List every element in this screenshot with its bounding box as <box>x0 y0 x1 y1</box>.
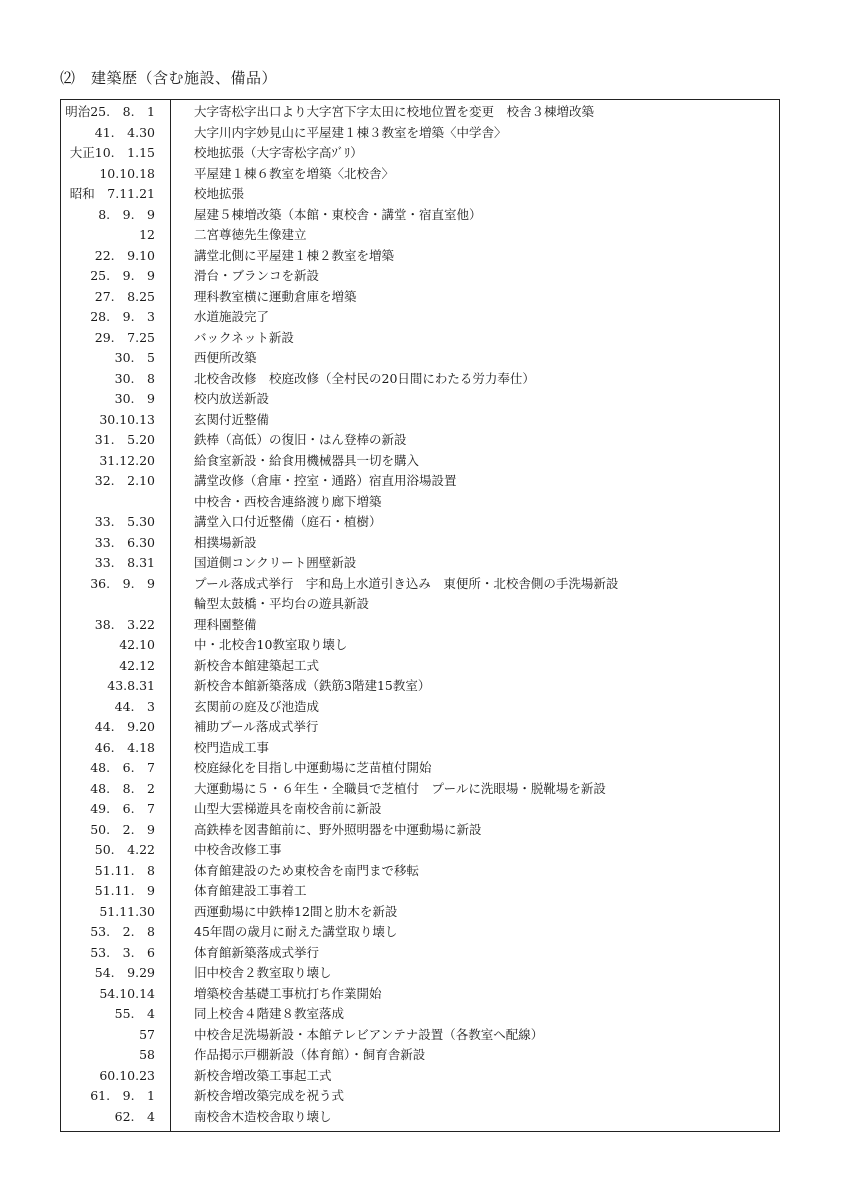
row-date: 44. 9.20 <box>94 719 155 734</box>
table-row <box>61 143 779 164</box>
row-event: 校地拡張 <box>194 186 245 201</box>
row-date: 42.12 <box>119 657 155 673</box>
row-event: 平屋建１棟６教室を増築〈北校舎〉 <box>194 165 395 181</box>
table-row <box>61 205 779 226</box>
table-row <box>61 451 779 472</box>
row-date: 50. 4.22 <box>94 842 155 857</box>
row-date: 51.11. 8 <box>94 862 155 878</box>
row-event: 中校舎改修工事 <box>194 842 282 857</box>
table-row <box>61 553 779 574</box>
row-event: 中・北校舎10教室取り壊し <box>194 637 348 652</box>
row-date: 50. 2. 9 <box>90 821 155 837</box>
row-event: 新校舎増改築工事起工式 <box>194 1067 332 1083</box>
row-date: 61. 9. 1 <box>90 1088 155 1103</box>
table-row <box>61 410 779 431</box>
row-date: 29. 7.25 <box>94 329 155 345</box>
row-event: 新校舎本館建築起工式 <box>194 657 320 673</box>
row-date: 41. 4.30 <box>94 124 155 140</box>
row-event: 理科園整備 <box>194 616 257 632</box>
table-row <box>61 184 779 205</box>
row-event: 高鉄棒を図書館前に、野外照明器を中運動場に新設 <box>194 821 482 837</box>
row-date: 53. 2. 8 <box>90 924 155 939</box>
row-event: 中校舎足洗場新設・本館テレビアンテナ設置（各教室へ配線） <box>194 1026 544 1042</box>
row-event: 同上校舎４階建８教室落成 <box>194 1006 345 1021</box>
table-row <box>61 656 779 677</box>
row-date: 55. 4 <box>114 1006 155 1021</box>
row-event: 玄関前の庭及び池造成 <box>194 698 320 714</box>
row-date: 54.10.14 <box>99 985 155 1001</box>
row-event: 山型大雲梯遊具を南校舎前に新設 <box>194 801 382 816</box>
row-date: 46. 4.18 <box>94 739 155 755</box>
row-date: 38. 3.22 <box>94 616 155 632</box>
table-row <box>61 533 779 554</box>
table-row <box>61 246 779 267</box>
row-event: 玄関付近整備 <box>194 411 270 427</box>
row-event: 体育館建設工事着工 <box>194 883 307 898</box>
row-event: 水道施設完了 <box>194 309 270 324</box>
table-row <box>61 840 779 861</box>
row-date: 22. 9.10 <box>94 247 155 263</box>
row-date: 53. 3. 6 <box>90 944 155 960</box>
table-row <box>61 594 779 615</box>
row-date: 8. 9. 9 <box>98 206 155 222</box>
table-row <box>61 984 779 1005</box>
row-event: 増築校舎基礎工事杭打ち作業開始 <box>194 985 382 1001</box>
row-date: 43.8.31 <box>107 678 155 693</box>
row-event: 講堂入口付近整備（庭石・植樹） <box>194 514 382 529</box>
row-date: 42.10 <box>119 637 155 652</box>
row-event: 滑台・ブランコを新設 <box>194 268 320 283</box>
row-date: 51.11.30 <box>99 903 155 919</box>
row-event: 中校舎・西校舎連絡渡り廊下増築 <box>194 493 382 509</box>
table-row <box>61 799 779 820</box>
table-row <box>61 102 779 123</box>
row-date: 51.11. 9 <box>94 883 155 898</box>
row-date: 28. 9. 3 <box>90 309 155 324</box>
row-date: 33. 5.30 <box>94 514 155 529</box>
table-row <box>61 430 779 451</box>
row-event: 作品掲示戸棚新設（体育館）・飼育舎新設 <box>194 1047 426 1062</box>
row-date: 33. 8.31 <box>94 555 155 570</box>
row-date: 30. 5 <box>114 350 155 365</box>
row-date: 48. 8. 2 <box>90 780 155 796</box>
row-date: 33. 6.30 <box>94 534 155 550</box>
table-row <box>61 820 779 841</box>
row-event: 国道側コンクリート囲壁新設 <box>194 555 357 570</box>
table-row <box>61 287 779 308</box>
row-event: 相撲場新設 <box>194 534 257 550</box>
row-event: 輪型太鼓橋・平均台の遊具新設 <box>194 596 370 611</box>
row-date: 31. 5.20 <box>94 432 155 447</box>
row-date: 62. 4 <box>114 1108 155 1124</box>
row-event: 鉄棒（高低）の復旧・はん登棒の新設 <box>194 432 407 447</box>
section-heading: ⑵ 建築歴（含む施設、備品） <box>60 69 278 87</box>
row-date: 12 <box>139 227 155 242</box>
row-event: 大字寄松字出口より大字宮下字太田に校地位置を変更 校舎３棟増改築 <box>194 104 595 119</box>
row-date: 31.12.20 <box>99 452 155 468</box>
row-event: 北校舎改修 校庭改修（全村民の20日間にわたる労力奉仕） <box>194 370 535 386</box>
table-row <box>61 512 779 533</box>
row-date: 54. 9.29 <box>94 965 155 980</box>
table-row <box>61 697 779 718</box>
row-event: 大運動場に５・６年生・全職員で芝植付 プールに洗眼場・脱靴場を新設 <box>194 780 606 796</box>
table-row <box>61 307 779 328</box>
table-row <box>61 717 779 738</box>
table-row <box>61 328 779 349</box>
row-event: 校地拡張（大字寄松字高ｿﾞﾘ） <box>194 145 363 160</box>
row-event: 補助プール落成式挙行 <box>194 719 319 734</box>
table-row <box>61 635 779 656</box>
table-row <box>61 1066 779 1087</box>
table-row <box>61 676 779 697</box>
row-event: 校内放送新設 <box>194 391 270 406</box>
row-event: 校門造成工事 <box>194 739 270 755</box>
row-date: 32. 2.10 <box>94 473 155 488</box>
row-date: 60.10.23 <box>99 1067 155 1083</box>
row-date: 昭和 7.11.21 <box>69 186 155 201</box>
row-event: 旧中校舎２教室取り壊し <box>194 965 332 980</box>
table-row <box>61 758 779 779</box>
row-event: 校庭緑化を目指し中運動場に芝苗植付開始 <box>194 760 432 775</box>
table-row <box>61 615 779 636</box>
row-date: 明治25. 8. 1 <box>65 104 155 119</box>
row-date: 10.10.18 <box>99 165 155 181</box>
row-date: 30. 9 <box>114 391 155 406</box>
row-event: 南校舎木造校舎取り壊し <box>194 1108 332 1124</box>
table-row <box>61 1107 779 1128</box>
row-event: 45年間の歳月に耐えた講堂取り壊し <box>194 924 398 939</box>
row-event: 新校舎本館新築落成（鉄筋3階建15教室） <box>194 678 431 693</box>
row-event: 大字川内字妙見山に平屋建１棟３教室を増築〈中学舎〉 <box>194 124 507 140</box>
row-date: 57 <box>139 1026 155 1042</box>
table-row <box>61 738 779 759</box>
row-date: 44. 3 <box>114 698 155 714</box>
table-row <box>61 1086 779 1107</box>
row-date: 30. 8 <box>114 370 155 386</box>
row-date: 48. 6. 7 <box>90 760 155 775</box>
row-event: 講堂北側に平屋建１棟２教室を増築 <box>194 247 395 263</box>
table-row <box>61 225 779 246</box>
table-row <box>61 861 779 882</box>
table-row <box>61 779 779 800</box>
row-event: 体育館建設のため東校舎を南門まで移転 <box>194 862 420 878</box>
history-rows <box>61 102 779 1127</box>
table-row <box>61 1025 779 1046</box>
row-event: 理科教室横に運動倉庫を増築 <box>194 288 357 304</box>
table-row <box>61 348 779 369</box>
table-row <box>61 492 779 513</box>
row-event: プール落成式挙行 宇和島上水道引き込み 東便所・北校舎側の手洗場新設 <box>194 575 619 591</box>
row-date: 25. 9. 9 <box>90 268 155 283</box>
table-row <box>61 1045 779 1066</box>
table-row <box>61 389 779 410</box>
row-event: バックネット新設 <box>194 329 294 345</box>
row-event: 屋建５棟増改築（本館・東校舎・講堂・宿直室他） <box>194 206 482 222</box>
row-date: 30.10.13 <box>99 411 155 427</box>
table-row <box>61 369 779 390</box>
row-date: 大正10. 1.15 <box>69 145 155 160</box>
table-row <box>61 266 779 287</box>
table-row <box>61 943 779 964</box>
row-date: 27. 8.25 <box>94 288 155 304</box>
table-row <box>61 164 779 185</box>
row-date: 36. 9. 9 <box>90 575 155 591</box>
row-event: 新校舎増改築完成を祝う式 <box>194 1088 345 1103</box>
table-row <box>61 902 779 923</box>
table-row <box>61 123 779 144</box>
table-row <box>61 922 779 943</box>
row-event: 体育館新築落成式挙行 <box>194 944 320 960</box>
table-row <box>61 574 779 595</box>
row-event: 二宮尊徳先生像建立 <box>194 227 307 242</box>
table-row <box>61 1004 779 1025</box>
row-event: 給食室新設・給食用機械器具一切を購入 <box>194 452 420 468</box>
table-row <box>61 881 779 902</box>
row-event: 西便所改築 <box>194 350 257 365</box>
row-date: 49. 6. 7 <box>90 801 155 816</box>
row-date: 58 <box>139 1047 155 1062</box>
row-event: 講堂改修（倉庫・控室・通路）宿直用浴場設置 <box>194 473 457 488</box>
table-row <box>61 471 779 492</box>
row-event: 西運動場に中鉄棒12間と肋木を新設 <box>194 903 398 919</box>
table-row <box>61 963 779 984</box>
